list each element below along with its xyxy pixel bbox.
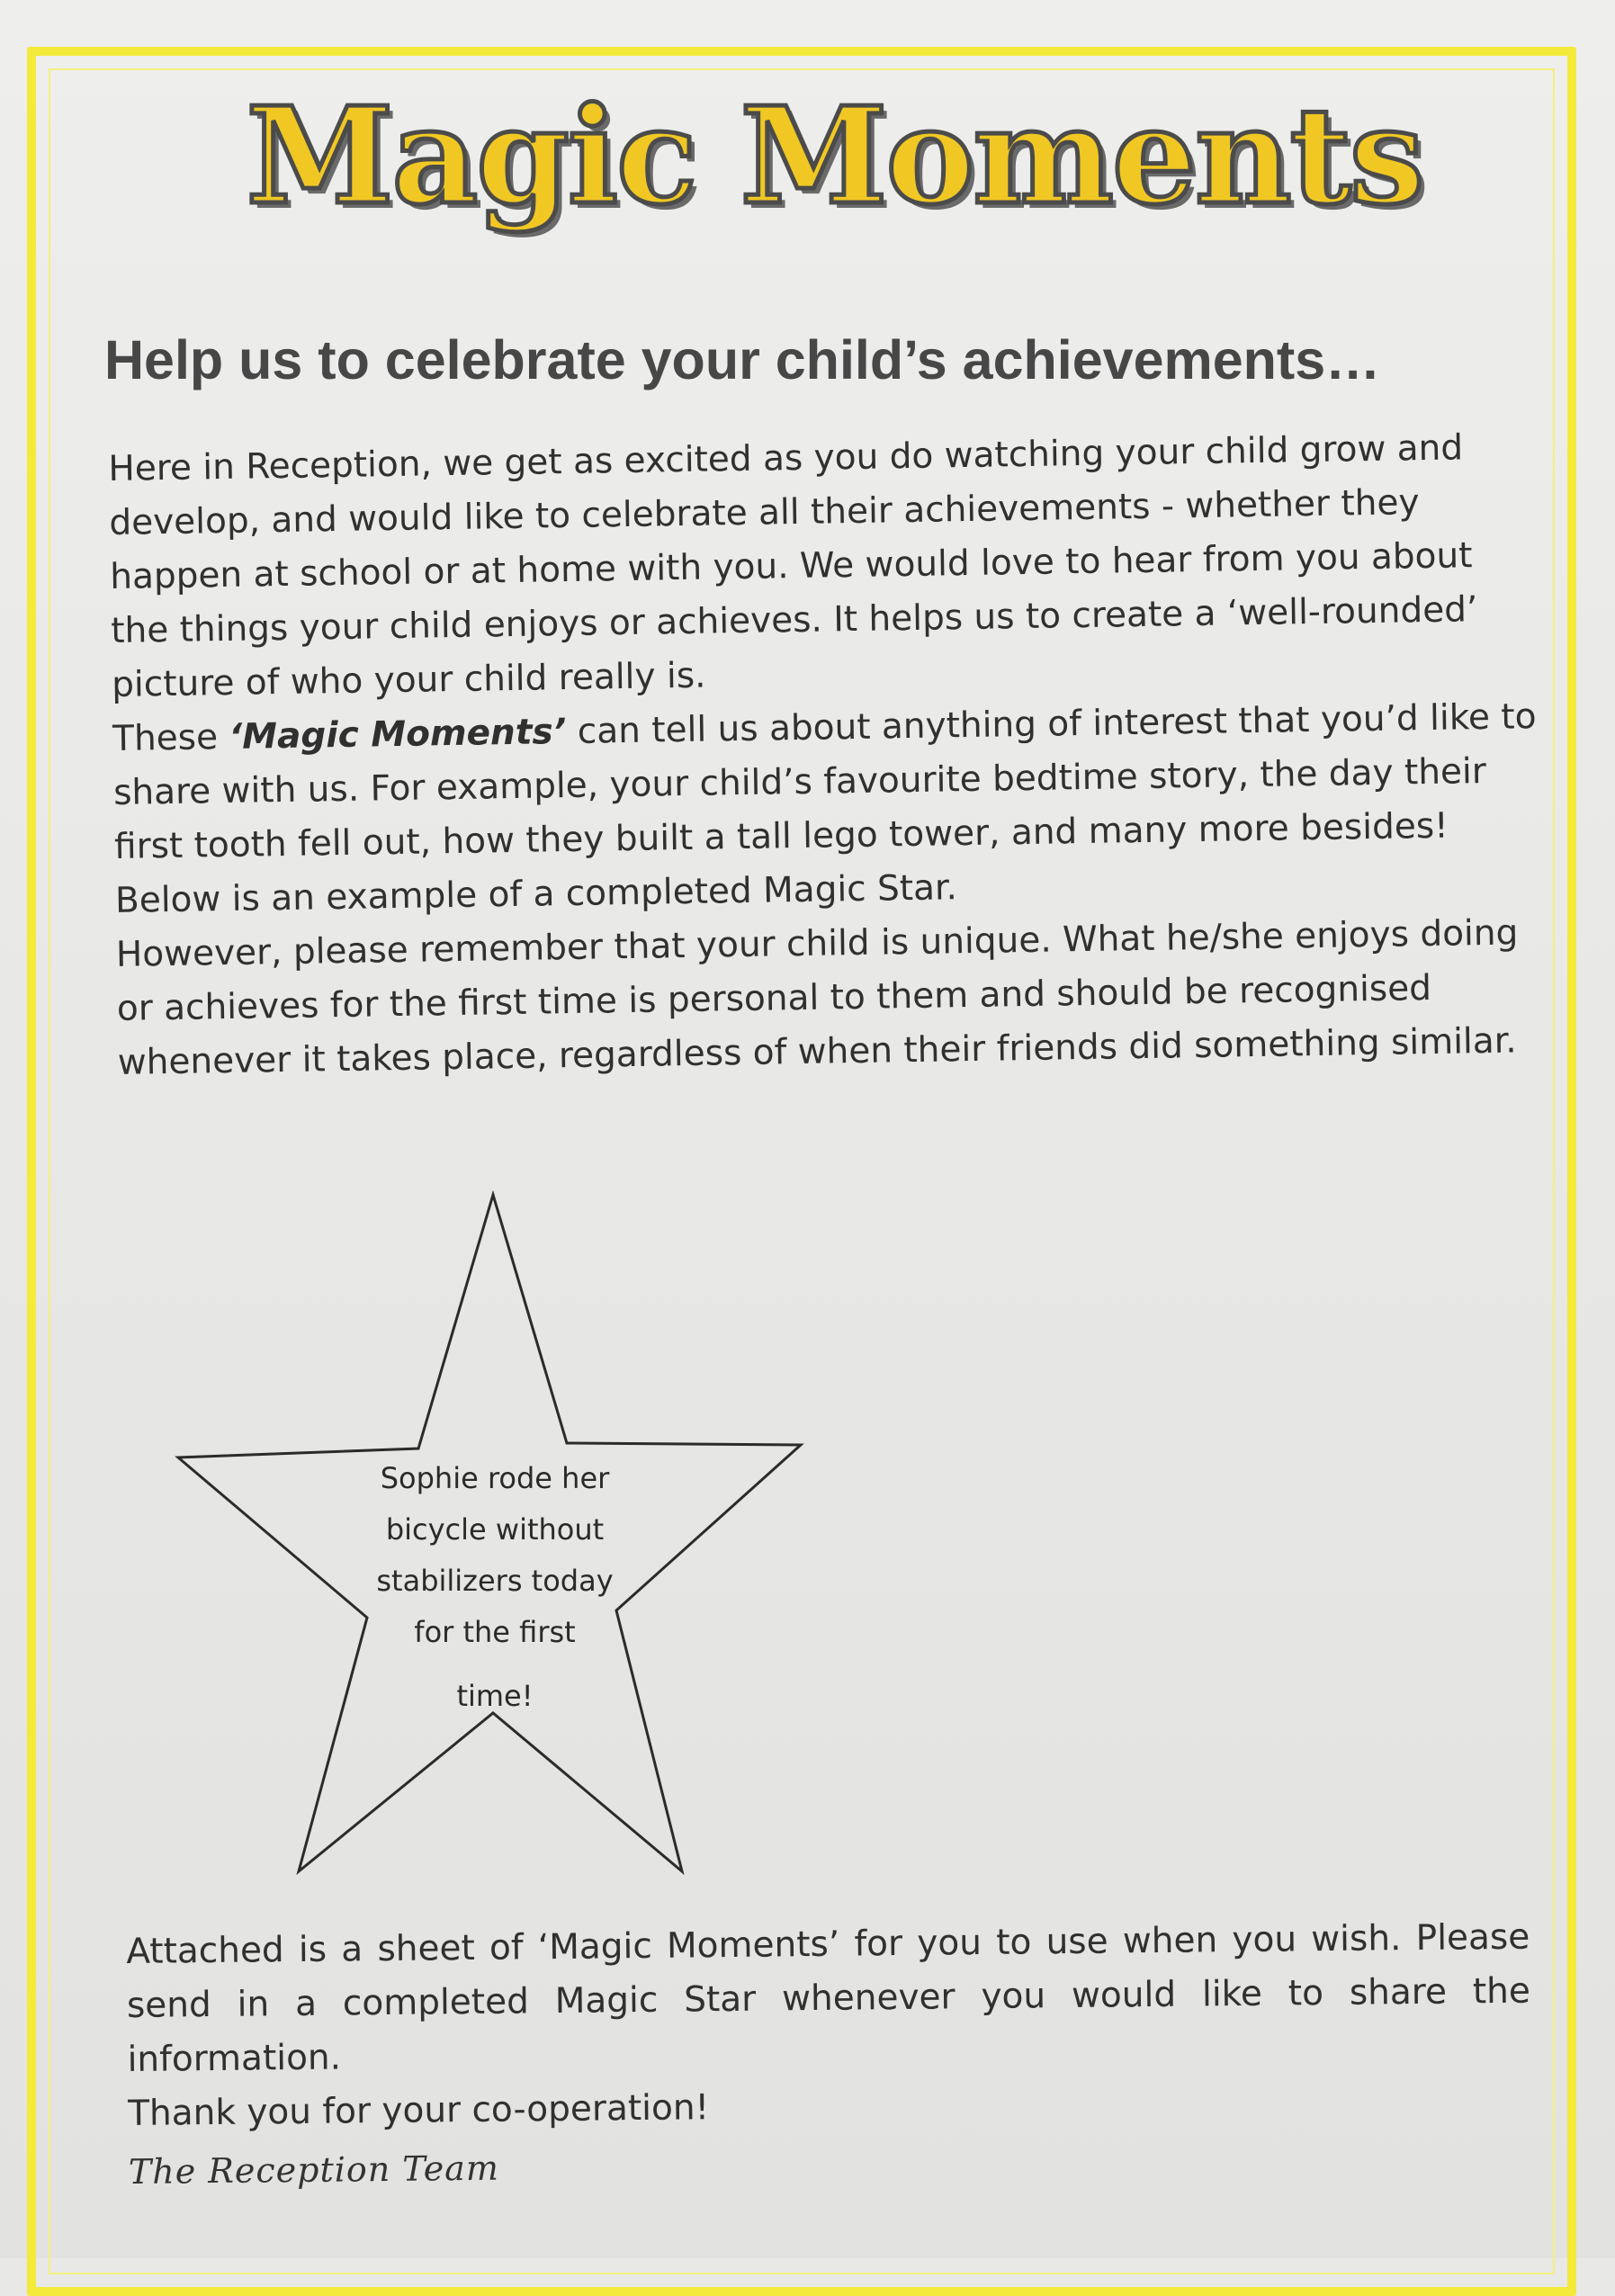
- intro-line: whenever it takes place, regardless of when their friends did something similar.: [117, 1020, 1517, 1083]
- closing-text: [126, 1911, 1532, 2199]
- intro-line: or achieves for the first time is personal to them and should be recognised: [116, 967, 1432, 1029]
- magic-moments-emphasis: ‘Magic Moments’: [229, 712, 567, 758]
- intro-line: Below is an example of a completed Magic Star.: [114, 867, 958, 921]
- intro-line: share with us. For example, your child’s favourite bedtime story, the day their: [112, 750, 1487, 813]
- star-example-text: [355, 1453, 634, 1722]
- star-text-line: for the first: [414, 1615, 576, 1649]
- intro-line: Here in Reception, we get as excited as you do watching your child grow and: [108, 427, 1464, 489]
- intro-line: the things your child enjoys or achieves. It helps us to create a ‘well-rounded’: [110, 589, 1478, 651]
- intro-line: However, please remember that your child is unique. What he/she enjoys doing: [115, 912, 1519, 975]
- intro-line: picture of who your child really is.: [111, 655, 706, 705]
- star-text-line: bicycle without: [385, 1512, 605, 1547]
- intro-line: develop, and would like to celebrate all their achievements - whether they: [109, 482, 1420, 543]
- intro-line: happen at school or at home with you. We would love to hear from you about: [109, 535, 1473, 597]
- magic-line-after: can tell us about anything of interest that you’d like to: [566, 696, 1537, 753]
- star-text-line: stabilizers today: [376, 1564, 614, 1598]
- page-subtitle: Help us to celebrate your child’s achievements…: [104, 329, 1381, 390]
- page-title: Magic Moments: [246, 77, 1423, 234]
- intro-text: [108, 420, 1548, 1090]
- closing-paragraph: Attached is a sheet of ‘Magic Moments’ for you to use when you wish. Please send in a completed Magic Star whenever you would like to share the information.: [126, 1916, 1531, 2080]
- magic-line-before: These: [112, 716, 229, 759]
- signature: The Reception Team: [128, 2148, 500, 2192]
- star-text-line: time!: [456, 1679, 534, 1713]
- intro-line: first tooth fell out, how they built a tall lego tower, and many more besides!: [113, 805, 1449, 867]
- star-text-line: Sophie rode her: [380, 1461, 610, 1495]
- thanks-line: Thank you for your co-operation!: [127, 2087, 710, 2134]
